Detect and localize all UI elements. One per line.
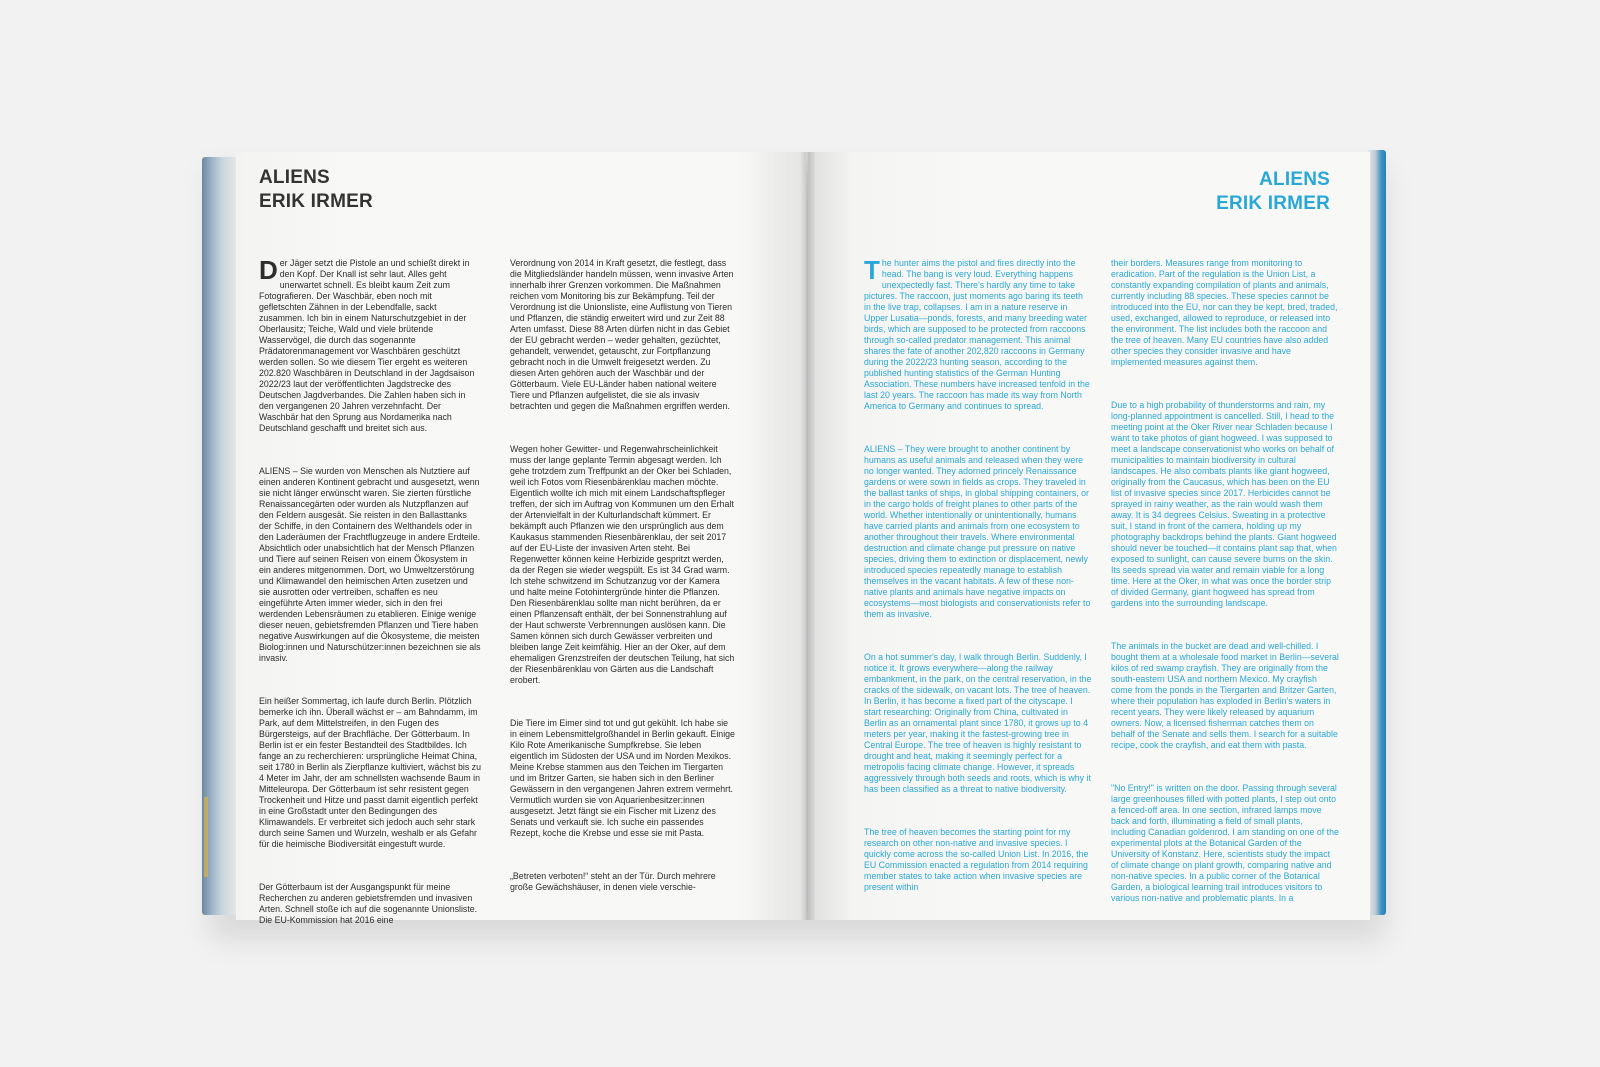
paragraph: The animals in the bucket are dead and well-chilled. I bought them at a wholesale food market in Berlin—several kilos of red swamp crayfish. They are originally from the south-eastern USA and northern Mexico. My crayfish come from the ponds in the Tiergarten and Britzer Garten, where their population has exploded in Berlin's waters in recent years. They were likely released by aquarium owners. Now, a licensed fisherman catches them on behalf of the Senate and sells them. I search for a suitable recipe, cook the crayfish, and eat them with pasta.	[1111, 641, 1342, 750]
paragraph: Due to a high probability of thunderstorms and rain, my long-planned appointment is cancelled. Still, I head to the meeting point at the Oker River near Schladen because I want to take photos of giant hogweed. I was supposed to meet a landscape conservationist who works on behalf of municipalities to maintain biodiversity in cultural landscapes. He also combats plants like giant hogweed, originally from the Caucasus, which has been on the EU list of invasive species since 2017. Herbicides cannot be sprayed in rainy weather, as the rain would wash them away. It is 34 degrees Celsius. Sweating in a protective suit, I stand in front of the camera, holding up my photography backdrops behind the plants. Giant hogweed should never be touched—it contains plant sap that, when exposed to sunlight, can cause severe burns on the skin. Its seeds spread via water and remain viable for a long time. Here at the Oker, in what was once the border strip of divided Germany, giant hogweed has spread from gardens into the surrounding landscape.	[1111, 400, 1340, 608]
dropcap: T	[864, 255, 880, 285]
right-page-title	[1216, 168, 1330, 216]
left-page	[236, 152, 806, 925]
paragraph: their borders. Measures range from monitoring to eradication. Part of the regulation is the Union List, a constantly expanding compilation of plants and animals, currently including 88 species. These species cannot be introduced into the EU, nor can they be kept, bred, traded, used, exchanged, allowed to reproduce, or released into the environment. The list includes both the raccoon and the tree of heaven. Many EU countries have also added other species they consider invasive and have implemented measures against them.	[1111, 258, 1340, 367]
book-page-edges-right	[1368, 150, 1386, 915]
paragraph: The hunter aims the pistol and fires directly into the head. The bang is very loud. Everything happens unexpectedly fast. There's hardly any time to take pictures. The raccoon, just moments ago baring its teeth in the live trap, collapses. I am in a nature reserve in Upper Lusatia—ponds, forests, and many breeding water birds, which are supposed to be protected from raccoons through so-called predator management. This animal shares the fate of another 202,820 raccoons in Germany during the 2022/23 hunting season, according to the published hunting statistics of the German Hunting Association. These numbers have increased tenfold in the last 20 years. The raccoon has made its way from North America to Germany and continues to spread.	[864, 255, 1093, 411]
paragraph: Der Jäger setzt die Pistole an und schießt direkt in den Kopf. Der Knall ist sehr laut. Alles geht unerwartet schnell. Es bleibt kaum Zeit zum Fotografieren. Der Waschbär, eben noch mit gefletschten Zähnen in der Lebendfalle, sackt zusammen. Ich bin in einem Naturschutzgebiet in der Oberlausitz; Teiche, Wald und viele brütende Wasservögel, die durch das sogenannte Prädatorenmanagement vor Waschbären geschützt werden sollen. So wie diesem Tier ergeht es weiteren 202.820 Waschbären in Deutschland in der Jagdsaison 2022/23 laut der veröffentlichten Jagdstrecke des Deutschen Jagdverbandes. Die Zahlen haben sich in den vergangenen 20 Jahren verzehnfacht. Der Waschbär hat den Sprung aus Nordamerika nach Deutschland geschafft und breitet sich aus.	[259, 255, 477, 433]
right-column-2	[1111, 236, 1342, 936]
paragraph: Verordnung von 2014 in Kraft gesetzt, die festlegt, dass die Mitgliedsländer handeln müssen, wenn invasive Arten innerhalb ihrer Grenzen vorkommen. Die Maßnahmen reichen vom Monitoring bis zur Bekämpfung. Teil der Verordnung ist die Unionsliste, eine Auflistung von Tieren und Pflanzen, die ständig erweitert wird und zur Zeit 88 Arten umfasst. Diese 88 Arten dürfen nicht in das Gebiet der EU gebracht werden – weder gehalten, gezüchtet, gehandelt, verwendet, getauscht, zur Fortpflanzung gebracht noch in die Umwelt freigesetzt werden. Zu diesen Arten gehören auch der Waschbär und der Götterbaum. Viele EU-Länder haben national weitere Tiere und Pflanzen aufgelistet, die sie als invasiv betrachten und gegen die Maßnahmen ergriffen werden.	[510, 258, 736, 411]
paragraph: On a hot summer's day, I walk through Berlin. Suddenly, I notice it. It grows everywhere—along the railway embankment, in the park, on the central reservation, in the cracks of the sidewalk, on vacant lots. The tree of heaven. In Berlin, it has become a fixed part of the cityscape. I start researching: Originally from China, cultivated in Berlin as an ornamental plant since 1780, it grows up to 4 meters per year, making it the fastest-growing tree in Central Europe. The tree of heaven is highly resistant to drought and heat, making it seemingly perfect for a metropolis facing climate change. However, it spreads aggressively through both seeds and roots, which is why it has been classified as a threat to native biodiversity.	[864, 652, 1094, 794]
left-column-1	[259, 236, 484, 958]
book-page-edges-left	[202, 157, 236, 915]
paragraph: Ein heißer Sommertag, ich laufe durch Berlin. Plötzlich bemerke ich ihn. Überall wächst er – am Bahndamm, im Park, auf dem Mittelstreifen, in den Fugen des Bürgersteigs, auf der Brachfläche. Der Götterbaum. In Berlin ist er ein fester Bestandteil des Stadtbildes. Ich fange an zu recherchieren: ursprüngliche Heimat China, seit 1780 in Berlin als Zierpflanze kultiviert, wächst bis zu 4 Meter im Jahr, der am schnellsten wachsende Baum in Mitteleuropa. Der Götterbaum ist sehr resistent gegen Trockenheit und Hitze und passt damit eigentlich perfekt in eine Großstadt unter den Bedingungen des Klimawandels. Er verbreitet sich jedoch auch sehr stark durch seine Samen und Wurzeln, weshalb er als Gefahr für die heimische Biodiversität eingestuft wurde.	[259, 696, 484, 849]
paragraph: Die Tiere im Eimer sind tot und gut gekühlt. Ich habe sie in einem Lebensmittelgroßhandel in Berlin gekauft. Einige Kilo Rote Amerikanische Sumpfkrebse. Sie leben eigentlich im Südosten der USA und im Norden Mexikos. Meine Krebse stammen aus den Teichen im Tiergarten und im Britzer Garten, sie haben sich in den Berliner Gewässern in den vergangenen Jahren extrem vermehrt. Vermutlich wurden sie von Aquarienbesitzer:innen ausgesetzt. Jetzt fängt sie ein Fischer mit Lizenz des Senats und verkauft sie. Ich suche ein passendes Rezept, koche die Krebse und esse sie mit Pasta.	[510, 718, 738, 838]
left-page-title	[259, 166, 373, 214]
paragraph: „Betreten verboten!“ steht an der Tür. Durch mehrere große Gewächshäuser, in denen viele verschie-	[510, 871, 719, 892]
left-column-2	[510, 236, 738, 925]
right-page	[808, 152, 1370, 920]
right-title-author: ERIK IRMER	[1216, 193, 1330, 214]
right-title-aliens: ALIENS	[1259, 169, 1330, 190]
left-title-aliens: ALIENS	[259, 167, 330, 188]
book-gutter	[801, 152, 815, 920]
right-column-1	[864, 236, 1092, 925]
paragraph: "No Entry!" is written on the door. Passing through several large greenhouses filled with potted plants, I step out onto a fenced-off area. In one section, infrared lamps move back and forth, illuminating a field of small plants, including Canadian goldenrod. I am standing on one of the experimental plots at the Botanical Garden of the University of Konstanz. Here, scientists study the impact of climate change on plant growth, comparing native and non-native species. In a public corner of the Botanical Garden, a biological learning trail introduces visitors to various non-native and problematic plants. In a	[1111, 783, 1342, 903]
left-title-author: ERIK IRMER	[259, 191, 373, 212]
paragraph: Der Götterbaum ist der Ausgangspunkt für meine Recherchen zu anderen gebietsfremden und invasiven Arten. Schnell stoße ich auf die sogenannte Unionsliste. Die EU-Kommission hat 2016 eine	[259, 882, 480, 925]
paragraph: The tree of heaven becomes the starting point for my research on other non-native and invasive species. I quickly come across the so-called Union List. In 2016, the EU Commission enacted a regulation from 2014 requiring member states to take action when invasive species are present within	[864, 827, 1091, 892]
paragraph: ALIENS – Sie wurden von Menschen als Nutztiere auf einen anderen Kontinent gebracht und ausgesetzt, wenn sie nicht länger erwünscht waren. Sie zierten fürstliche Renaissancegärten oder wurden als Nutzpflanzen auf den Feldern ausgesät. Sie reisten in den Ballasttanks der Schiffe, in den Containern des Welthandels oder in den Laderäumen der Frachtflugzeuge in andere Erdteile. Absichtlich oder unabsichtlich hat der Mensch Pflanzen und Tiere auf seinen Reisen von einem Ökosystem in ein anderes mitgenommen. Dort, wo Umweltzerstörung und Klimawandel den heimischen Arten zusetzen und sie ausrotten oder vertreiben, schaffen es neu eingeführte Arten immer wieder, sich in den frei werdenden Lebensräumen zu etablieren. Einige wenige dieser neuen, gebietsfremden Pflanzen und Tiere haben negative Auswirkungen auf die Ökosysteme, die meisten Biolog:innen und Naturschützer:innen bezeichnen sie als invasiv.	[259, 466, 483, 663]
dropcap: D	[259, 255, 278, 285]
paragraph: Wegen hoher Gewitter- und Regenwahrscheinlichkeit muss der lange geplante Termin abgesagt werden. Ich gehe trotzdem zum Treffpunkt an der Oker bei Schladen, weil ich Fotos vom Riesenbärenklau machen möchte. Eigentlich wollte ich mich mit einem Landschaftspfleger treffen, der sich im Auftrag von Kommunen um den Erhalt der Artenvielfalt in der Kulturlandschaft kümmert. Er bekämpft auch Pflanzen wie den ursprünglich aus dem Kaukasus stammenden Riesenbärenklau, der seit 2017 auf der EU-Liste der invasiven Arten steht. Bei Regenwetter können keine Herbizide gespritzt werden, da der Regen sie wieder wegspült. Es ist 34 Grad warm. Ich stehe schwitzend im Schutzanzug vor der Kamera und halte meine Fotohintergründe hinter die Pflanzen. Den Riesenbärenklau sollte man nicht berühren, da er einen Pflanzensaft enthält, der bei Sonnenstrahlung auf der Haut schwerste Verbrennungen auslösen kann. Die Samen können sich durch Gewässer verbreiten und bleiben lange Zeit keimfähig. Hier an der Oker, auf dem ehemaligen Grenzstreifen der deutschen Teilung, hat sich der Riesenbärenklau von Gärten aus die Landschaft erobert.	[510, 444, 737, 685]
paragraph: ALIENS – They were brought to another continent by humans as useful animals and released when they were no longer wanted. They adorned princely Renaissance gardens or were sown in fields as crops. They traveled in the ballast tanks of ships, in global shipping containers, or in the cargo holds of freight planes to other parts of the world. Whether intentionally or unintentionally, humans have carried plants and animals from one ecosystem to another throughout their travels. Where environmental destruction and climate change put pressure on native species, driving them to extinction or displacement, newly introduced species repeatedly manage to establish themselves in the vacant habitats. A few of these non-native plants and animals have negative impacts on ecosystems—most biologists and conservationists refer to them as invasive.	[864, 444, 1093, 619]
